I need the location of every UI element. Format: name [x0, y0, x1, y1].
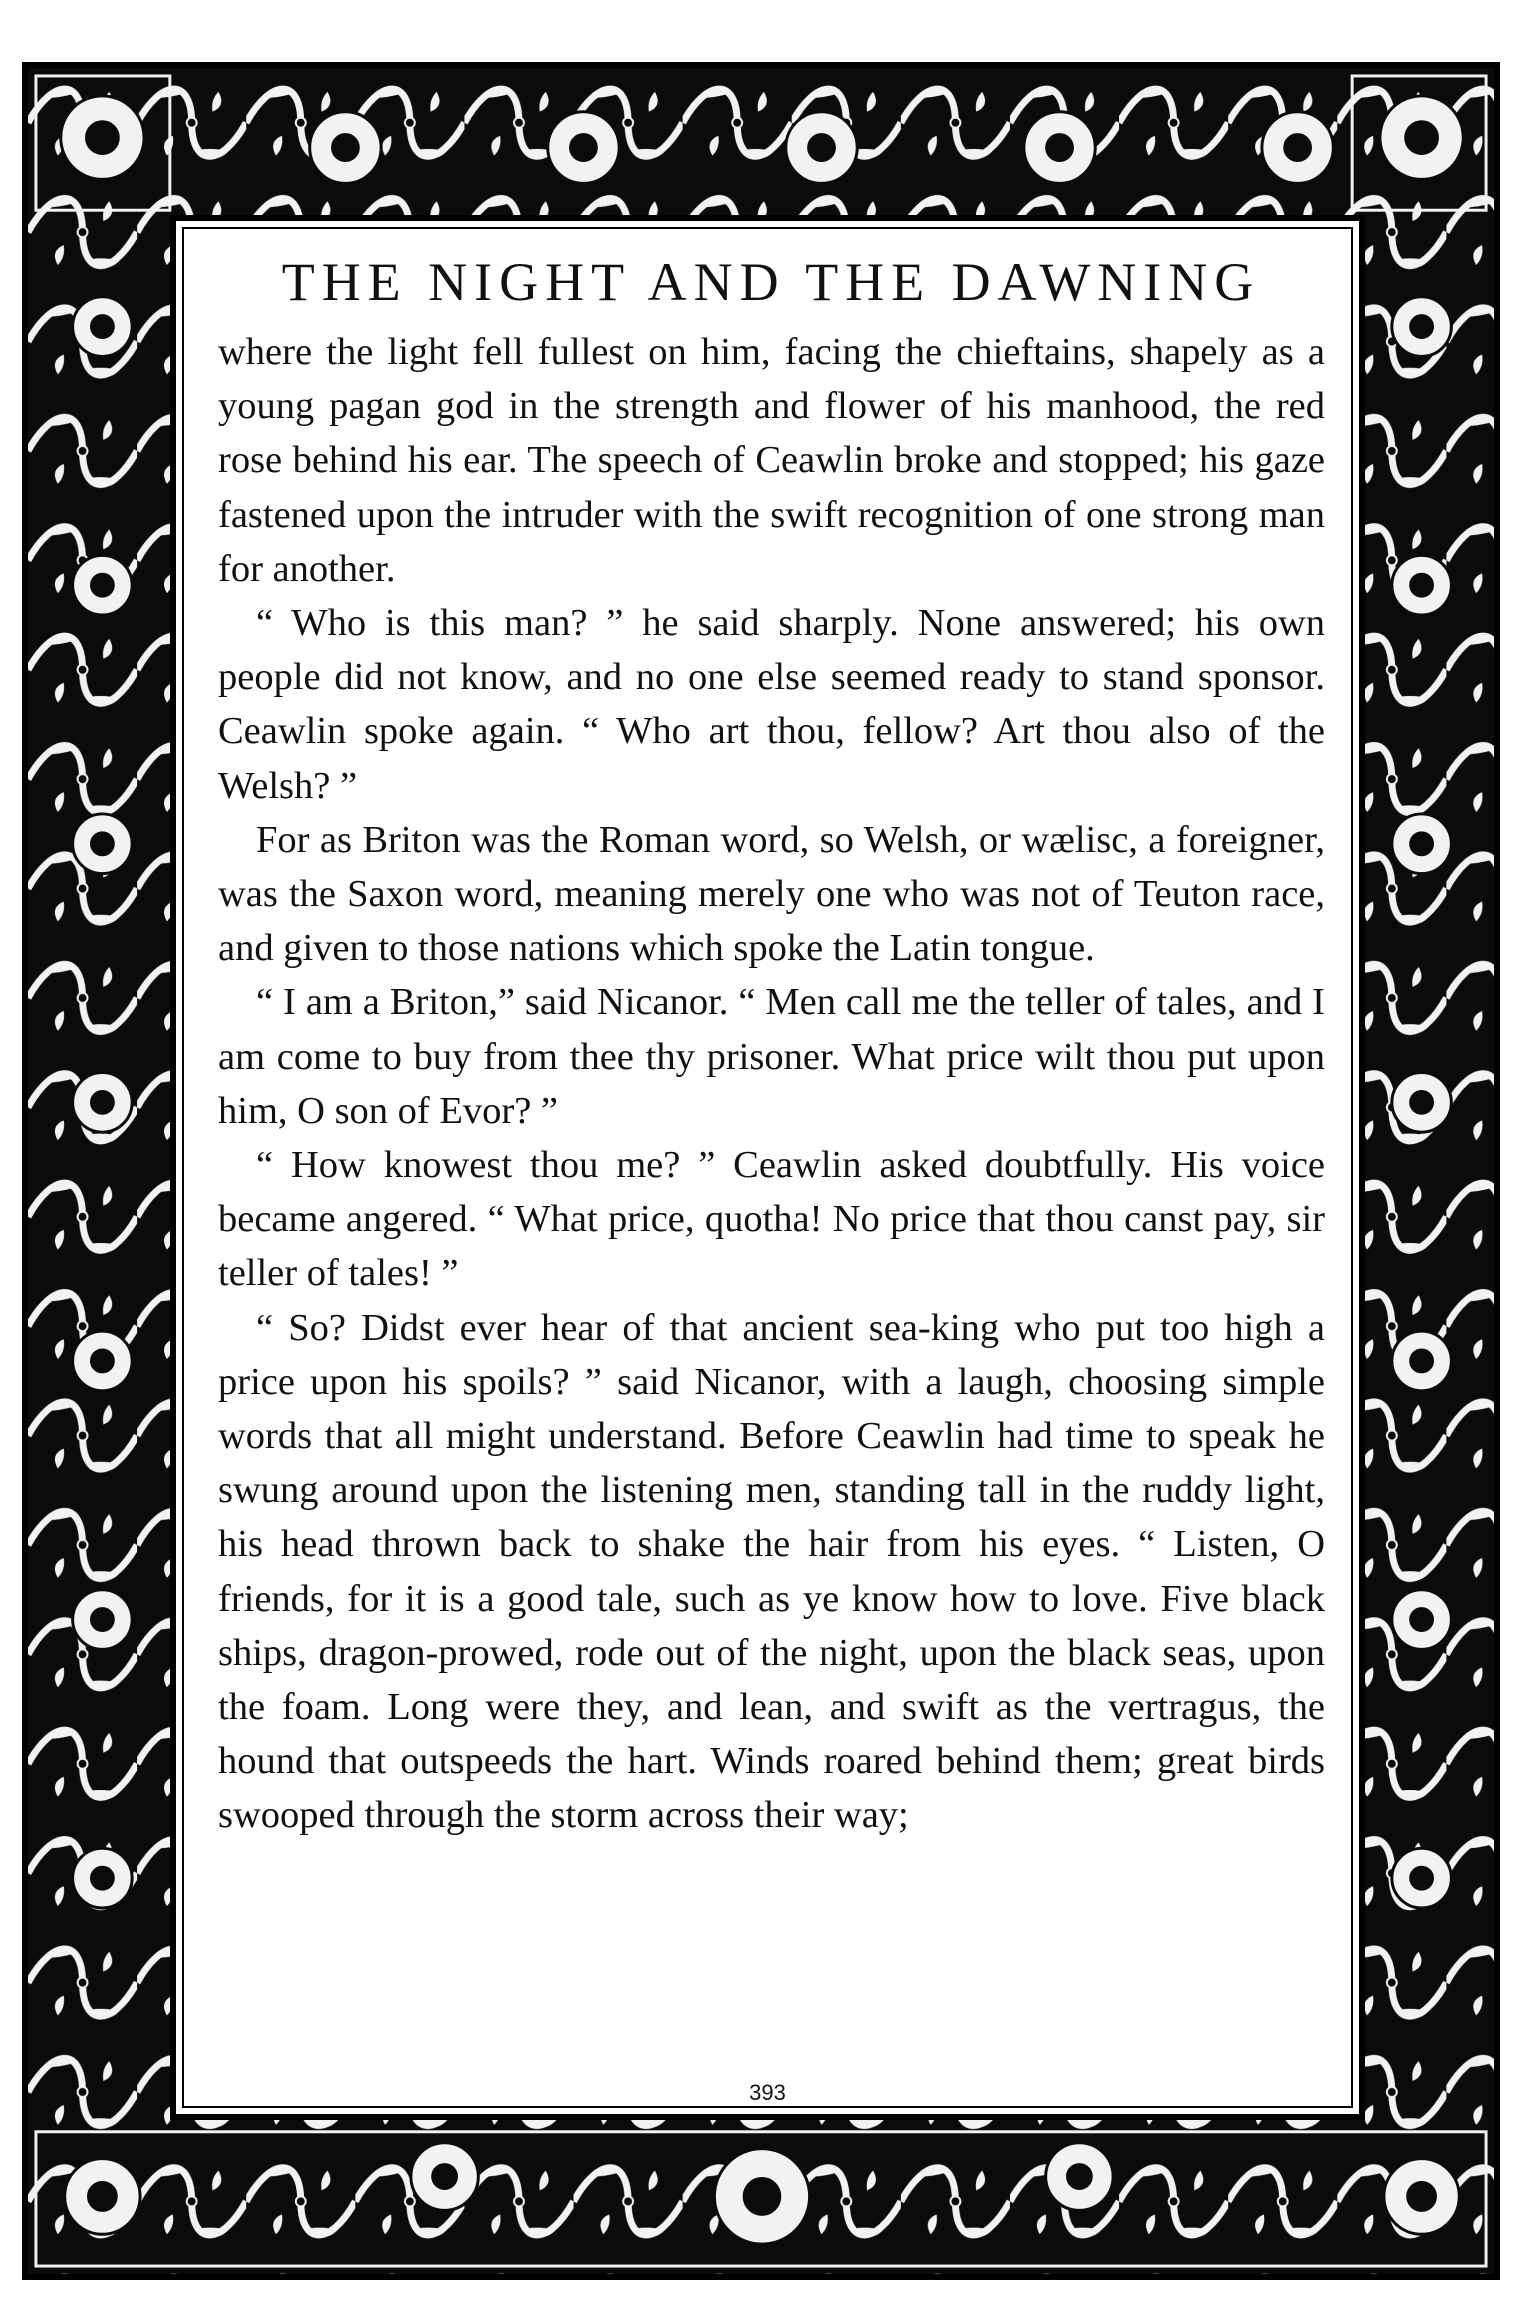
text-panel [170, 215, 1365, 2120]
running-head: THE NIGHT AND THE DAWNING [281, 252, 1261, 312]
paragraph: “ Who is this man? ” he said sharply. None answered; his own people did not know, and no one else seemed ready to stand sponsor. Ceawlin spoke again. “ Who art thou, fellow? Art thou also of the Welsh? ” [218, 602, 1325, 807]
paragraph: “ How knowest thou me? ” Ceawlin asked doubtfully. His voice became angered. “ What price, quotha! No price that thou canst pay, sir teller of tales! ” [218, 1144, 1325, 1295]
paragraph: For as Briton was the Roman word, so Welsh, or wælisc, a foreigner, was the Saxon word, meaning merely one who was not of Teuton race, and given to those nations which spoke the Latin tongue. [218, 818, 1325, 970]
paragraph: where the light fell fullest on him, facing the chieftains, shapely as a young pagan god in the strength and flower of his manhood, the red rose behind his ear. The speech of Ceawlin broke and stopped; his gaze fastened upon the intruder with the swift recognition of one strong man for another. [218, 331, 1325, 590]
paragraph: “ I am a Briton,” said Nicanor. “ Men call me the teller of tales, and I am come to buy from thee thy prisoner. What price wilt thou put upon him, O son of Evor? ” [218, 981, 1325, 1132]
body-text [218, 325, 1325, 1843]
paragraph: “ So? Didst ever hear of that ancient sea-king who put too high a price upon his spoils? ” said Nicanor, with a laugh, choosing simple words that all might understand. Before Ceawlin had time to speak he swung around upon the listening men, standing tall in the ruddy light, his head thrown back to shake the hair from his eyes. “ Listen, O friends, for it is a good tale, such as ye know how to love. Five black ships, dragon-prowed, rode out of the night, upon the black seas, upon the foam. Long were they, and lean, and swift as the vertragus, the hound that outspeeds the hart. Winds roared behind them; great birds swooped through the storm across their way; [218, 1306, 1325, 1837]
page-number: 393 [749, 2080, 786, 2105]
